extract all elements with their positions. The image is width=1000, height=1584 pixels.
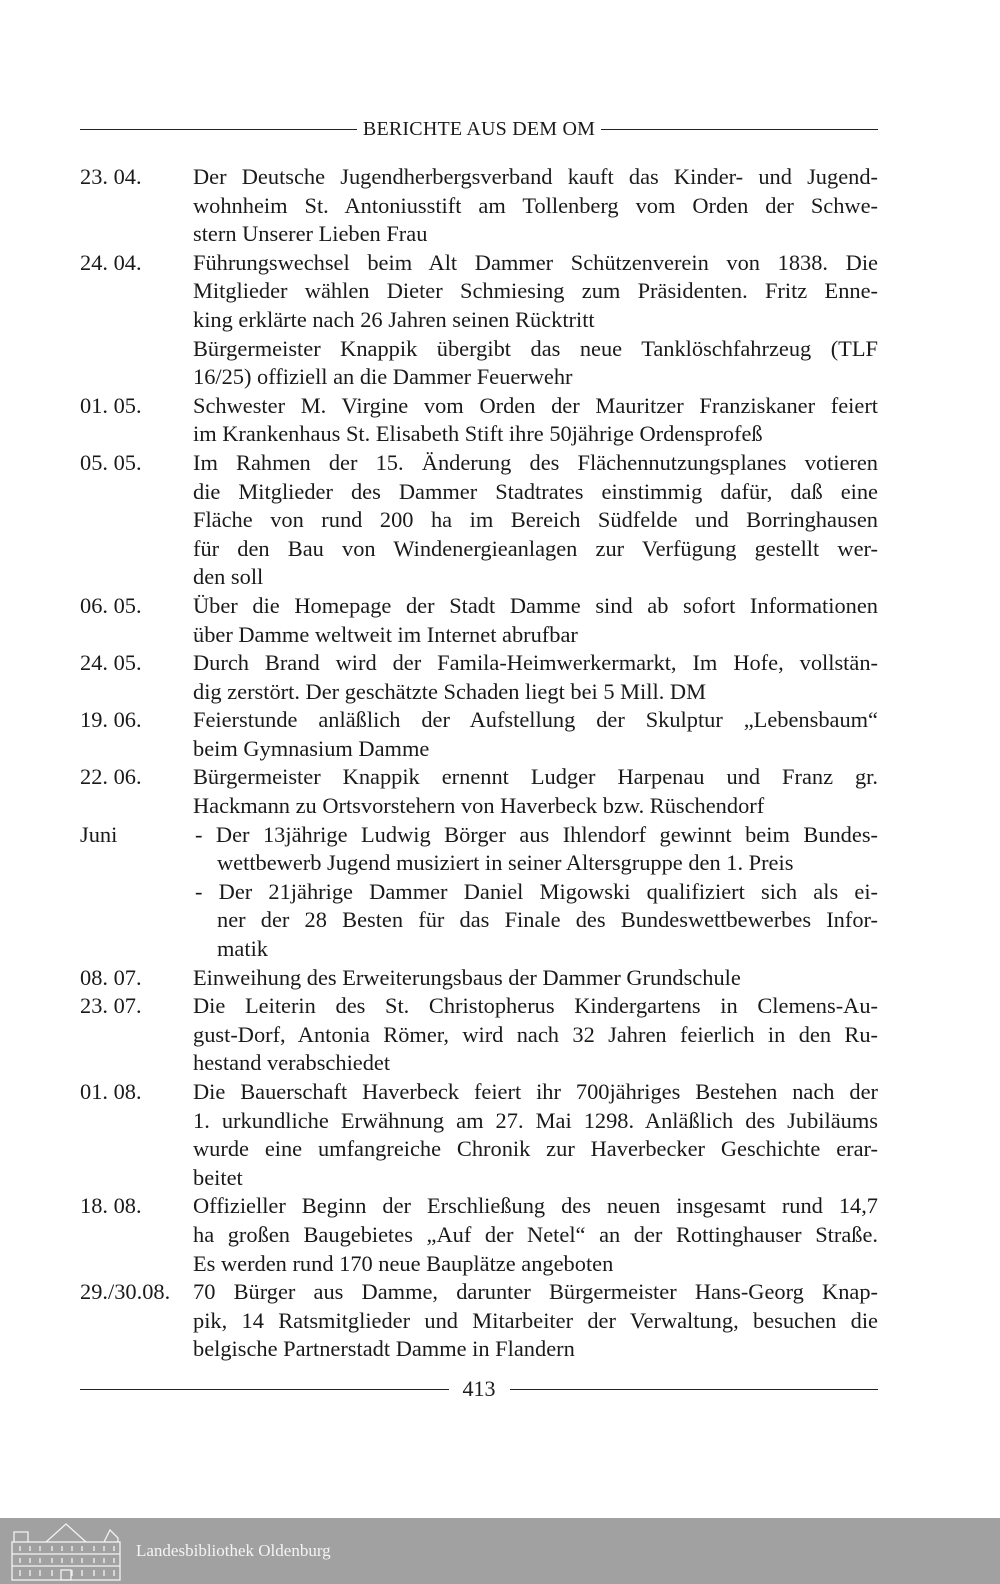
text-line: die Mitglieder des Dammer Stadtrates einstimmig dafür, daß eine	[193, 478, 878, 504]
entry-paragraph	[193, 592, 878, 649]
text-line: Hackmann zu Ortsvorstehern von Haverbeck bzw. Rüschendorf	[193, 793, 765, 819]
entry-paragraph	[193, 335, 878, 392]
text-line: - Der 13jährige Ludwig Börger aus Ihlendorf gewinnt beim Bundes-	[195, 821, 878, 847]
entry-paragraph	[193, 163, 878, 249]
text-line: Bürgermeister Knappik ernennt Ludger Harpenau und Franz gr.	[193, 764, 878, 790]
chronicle-entry	[80, 763, 878, 820]
text-line: 70 Bürger aus Damme, darunter Bürgermeister Hans-Georg Knap-	[193, 1279, 878, 1305]
text-line: für den Bau von Windenergieanlagen zur Verfügung gestellt wer-	[193, 535, 878, 561]
entry-date: Juni	[80, 821, 118, 847]
folio-rule-left	[80, 1389, 449, 1390]
entry-text	[193, 449, 878, 592]
text-line: Es werden rund 170 neue Bauplätze angeboten	[193, 1250, 614, 1276]
text-line: beim Gymnasium Damme	[193, 735, 430, 761]
text-line: Führungswechsel beim Alt Dammer Schützenverein von 1838. Die	[193, 249, 878, 275]
chronicle-entry	[80, 964, 878, 993]
text-line: belgische Partnerstadt Damme in Flandern	[193, 1336, 575, 1362]
page-number: 413	[462, 1376, 496, 1401]
text-line: dig zerstört. Der geschätzte Schaden liegt bei 5 Mill. DM	[193, 678, 706, 704]
entry-date: 29./30.08.	[80, 1279, 171, 1305]
chronicle-entry	[80, 163, 878, 249]
chronicle-entry	[80, 392, 878, 449]
chronicle-entry	[80, 1078, 878, 1192]
text-line: king erklärte nach 26 Jahren seinen Rücktritt	[193, 306, 595, 332]
header-rule-right	[601, 129, 878, 130]
chronicle-entry	[80, 821, 878, 964]
entry-date: 24. 04.	[80, 249, 142, 275]
text-line: Einweihung des Erweiterungsbaus der Dammer Grundschule	[193, 964, 741, 990]
text-line: Durch Brand wird der Famila-Heimwerkermarkt, Im Hofe, vollstän-	[193, 650, 878, 676]
chronicle-entry	[80, 249, 878, 392]
text-line: Offizieller Beginn der Erschließung des neuen insgesamt rund 14,7	[193, 1193, 878, 1219]
text-line: Feierstunde anläßlich der Aufstellung der Skulptur „Lebensbaum“	[193, 707, 878, 733]
entry-paragraph	[193, 1192, 878, 1278]
entry-text	[193, 821, 878, 964]
text-line: wohnheim St. Antoniusstift am Tollenberg vom Orden der Schwe-	[193, 192, 878, 218]
chronicle-entry	[80, 992, 878, 1078]
text-line: Schwester M. Virgine vom Orden der Mauritzer Franziskaner feiert	[193, 392, 878, 418]
entry-text	[193, 1278, 878, 1364]
entry-date: 23. 04.	[80, 164, 142, 189]
text-line: ha großen Baugebietes „Auf der Netel“ an der Rottinghauser Straße.	[193, 1221, 878, 1247]
entry-text	[193, 763, 878, 820]
chronicle-entry	[80, 449, 878, 592]
entry-text	[193, 649, 878, 706]
chronicle-body	[80, 163, 878, 1364]
text-line: Die Bauerschaft Haverbeck feiert ihr 700jähriges Bestehen nach der	[193, 1079, 878, 1104]
text-line: Bürgermeister Knappik übergibt das neue Tanklöschfahrzeug (TLF	[193, 335, 878, 361]
entry-text	[193, 163, 878, 249]
entry-date: 01. 08.	[80, 1079, 142, 1104]
text-line: matik	[217, 936, 268, 962]
entry-paragraph	[193, 1278, 878, 1364]
chronicle-entry	[80, 1192, 878, 1278]
text-line: über Damme weltweit im Internet abrufbar	[193, 621, 578, 647]
text-line: Mitglieder wählen Dieter Schmiesing zum Präsidenten. Fritz Enne-	[193, 278, 878, 304]
entry-paragraph	[193, 992, 878, 1078]
entry-text	[193, 249, 878, 392]
library-building-logo	[6, 1520, 126, 1582]
entry-text	[193, 392, 878, 449]
text-line: 16/25) offiziell an die Dammer Feuerwehr	[193, 364, 573, 390]
running-header	[80, 118, 878, 141]
entry-paragraph	[193, 763, 878, 820]
text-line: im Krankenhaus St. Elisabeth Stift ihre 50jährige Ordensprofeß	[193, 421, 763, 447]
entry-date: 19. 06.	[80, 707, 142, 733]
chronicle-entry	[80, 1278, 878, 1364]
text-line: Über die Homepage der Stadt Damme sind ab sofort Informationen	[193, 592, 878, 618]
text-line: Die Leiterin des St. Christopherus Kindergartens in Clemens-Au-	[193, 993, 878, 1019]
entry-text	[193, 964, 878, 993]
header-rule-left	[80, 129, 357, 130]
entry-date: 18. 08.	[80, 1193, 142, 1219]
text-line: stern Unserer Lieben Frau	[193, 221, 428, 247]
entry-text	[193, 706, 878, 763]
entry-date: 01. 05.	[80, 392, 142, 418]
text-line: Fläche von rund 200 ha im Bereich Südfelde und Borringhausen	[193, 507, 878, 533]
entry-text	[193, 992, 878, 1078]
entry-date: 23. 07.	[80, 993, 142, 1019]
entry-date: 05. 05.	[80, 449, 142, 475]
entry-paragraph	[193, 249, 878, 335]
text-line: - Der 21jährige Dammer Daniel Migowski qualifiziert sich als ei-	[195, 878, 878, 904]
text-line: wettbewerb Jugend musiziert in seiner Altersgruppe den 1. Preis	[217, 850, 794, 876]
entry-paragraph	[193, 964, 878, 993]
chronicle-entry	[80, 649, 878, 706]
text-line: wurde eine umfangreiche Chronik zur Haverbecker Geschichte erar-	[193, 1136, 878, 1162]
dash-list-item	[193, 878, 878, 964]
entry-paragraph	[193, 706, 878, 763]
running-title: BERICHTE AUS DEM OM	[362, 118, 596, 140]
text-line: ner der 28 Besten für das Finale des Bundeswettbewerbes Infor-	[217, 907, 878, 933]
entry-paragraph	[193, 1078, 878, 1192]
entry-text	[193, 592, 878, 649]
chronicle-entry	[80, 706, 878, 763]
library-footer-bar	[0, 1518, 1000, 1584]
entry-paragraph	[193, 449, 878, 592]
page-folio	[80, 1376, 878, 1402]
text-line: 1. urkundliche Erwähnung am 27. Mai 1298. Anläßlich des Jubiläums	[193, 1107, 878, 1133]
entry-paragraph	[193, 392, 878, 449]
chronicle-entry	[80, 592, 878, 649]
entry-date: 08. 07.	[80, 964, 142, 990]
text-line: hestand verabschiedet	[193, 1050, 391, 1076]
text-line: den soll	[193, 564, 264, 590]
text-line: beitet	[193, 1164, 243, 1190]
folio-rule-right	[510, 1389, 879, 1390]
entry-date: 24. 05.	[80, 650, 142, 676]
entry-text	[193, 1192, 878, 1278]
entry-date: 22. 06.	[80, 764, 142, 790]
entry-paragraph	[193, 649, 878, 706]
entry-text	[193, 1078, 878, 1192]
library-name: Landesbibliothek Oldenburg	[136, 1541, 331, 1560]
dash-list-item	[193, 821, 878, 878]
entry-date: 06. 05.	[80, 592, 142, 618]
text-line: Der Deutsche Jugendherbergsverband kauft das Kinder- und Jugend-	[193, 164, 878, 189]
text-line: Im Rahmen der 15. Änderung des Flächennutzungsplanes votieren	[193, 449, 878, 475]
text-line: gust-Dorf, Antonia Römer, wird nach 32 Jahren feierlich in den Ru-	[193, 1021, 878, 1047]
text-line: pik, 14 Ratsmitglieder und Mitarbeiter der Verwaltung, besuchen die	[193, 1307, 878, 1333]
